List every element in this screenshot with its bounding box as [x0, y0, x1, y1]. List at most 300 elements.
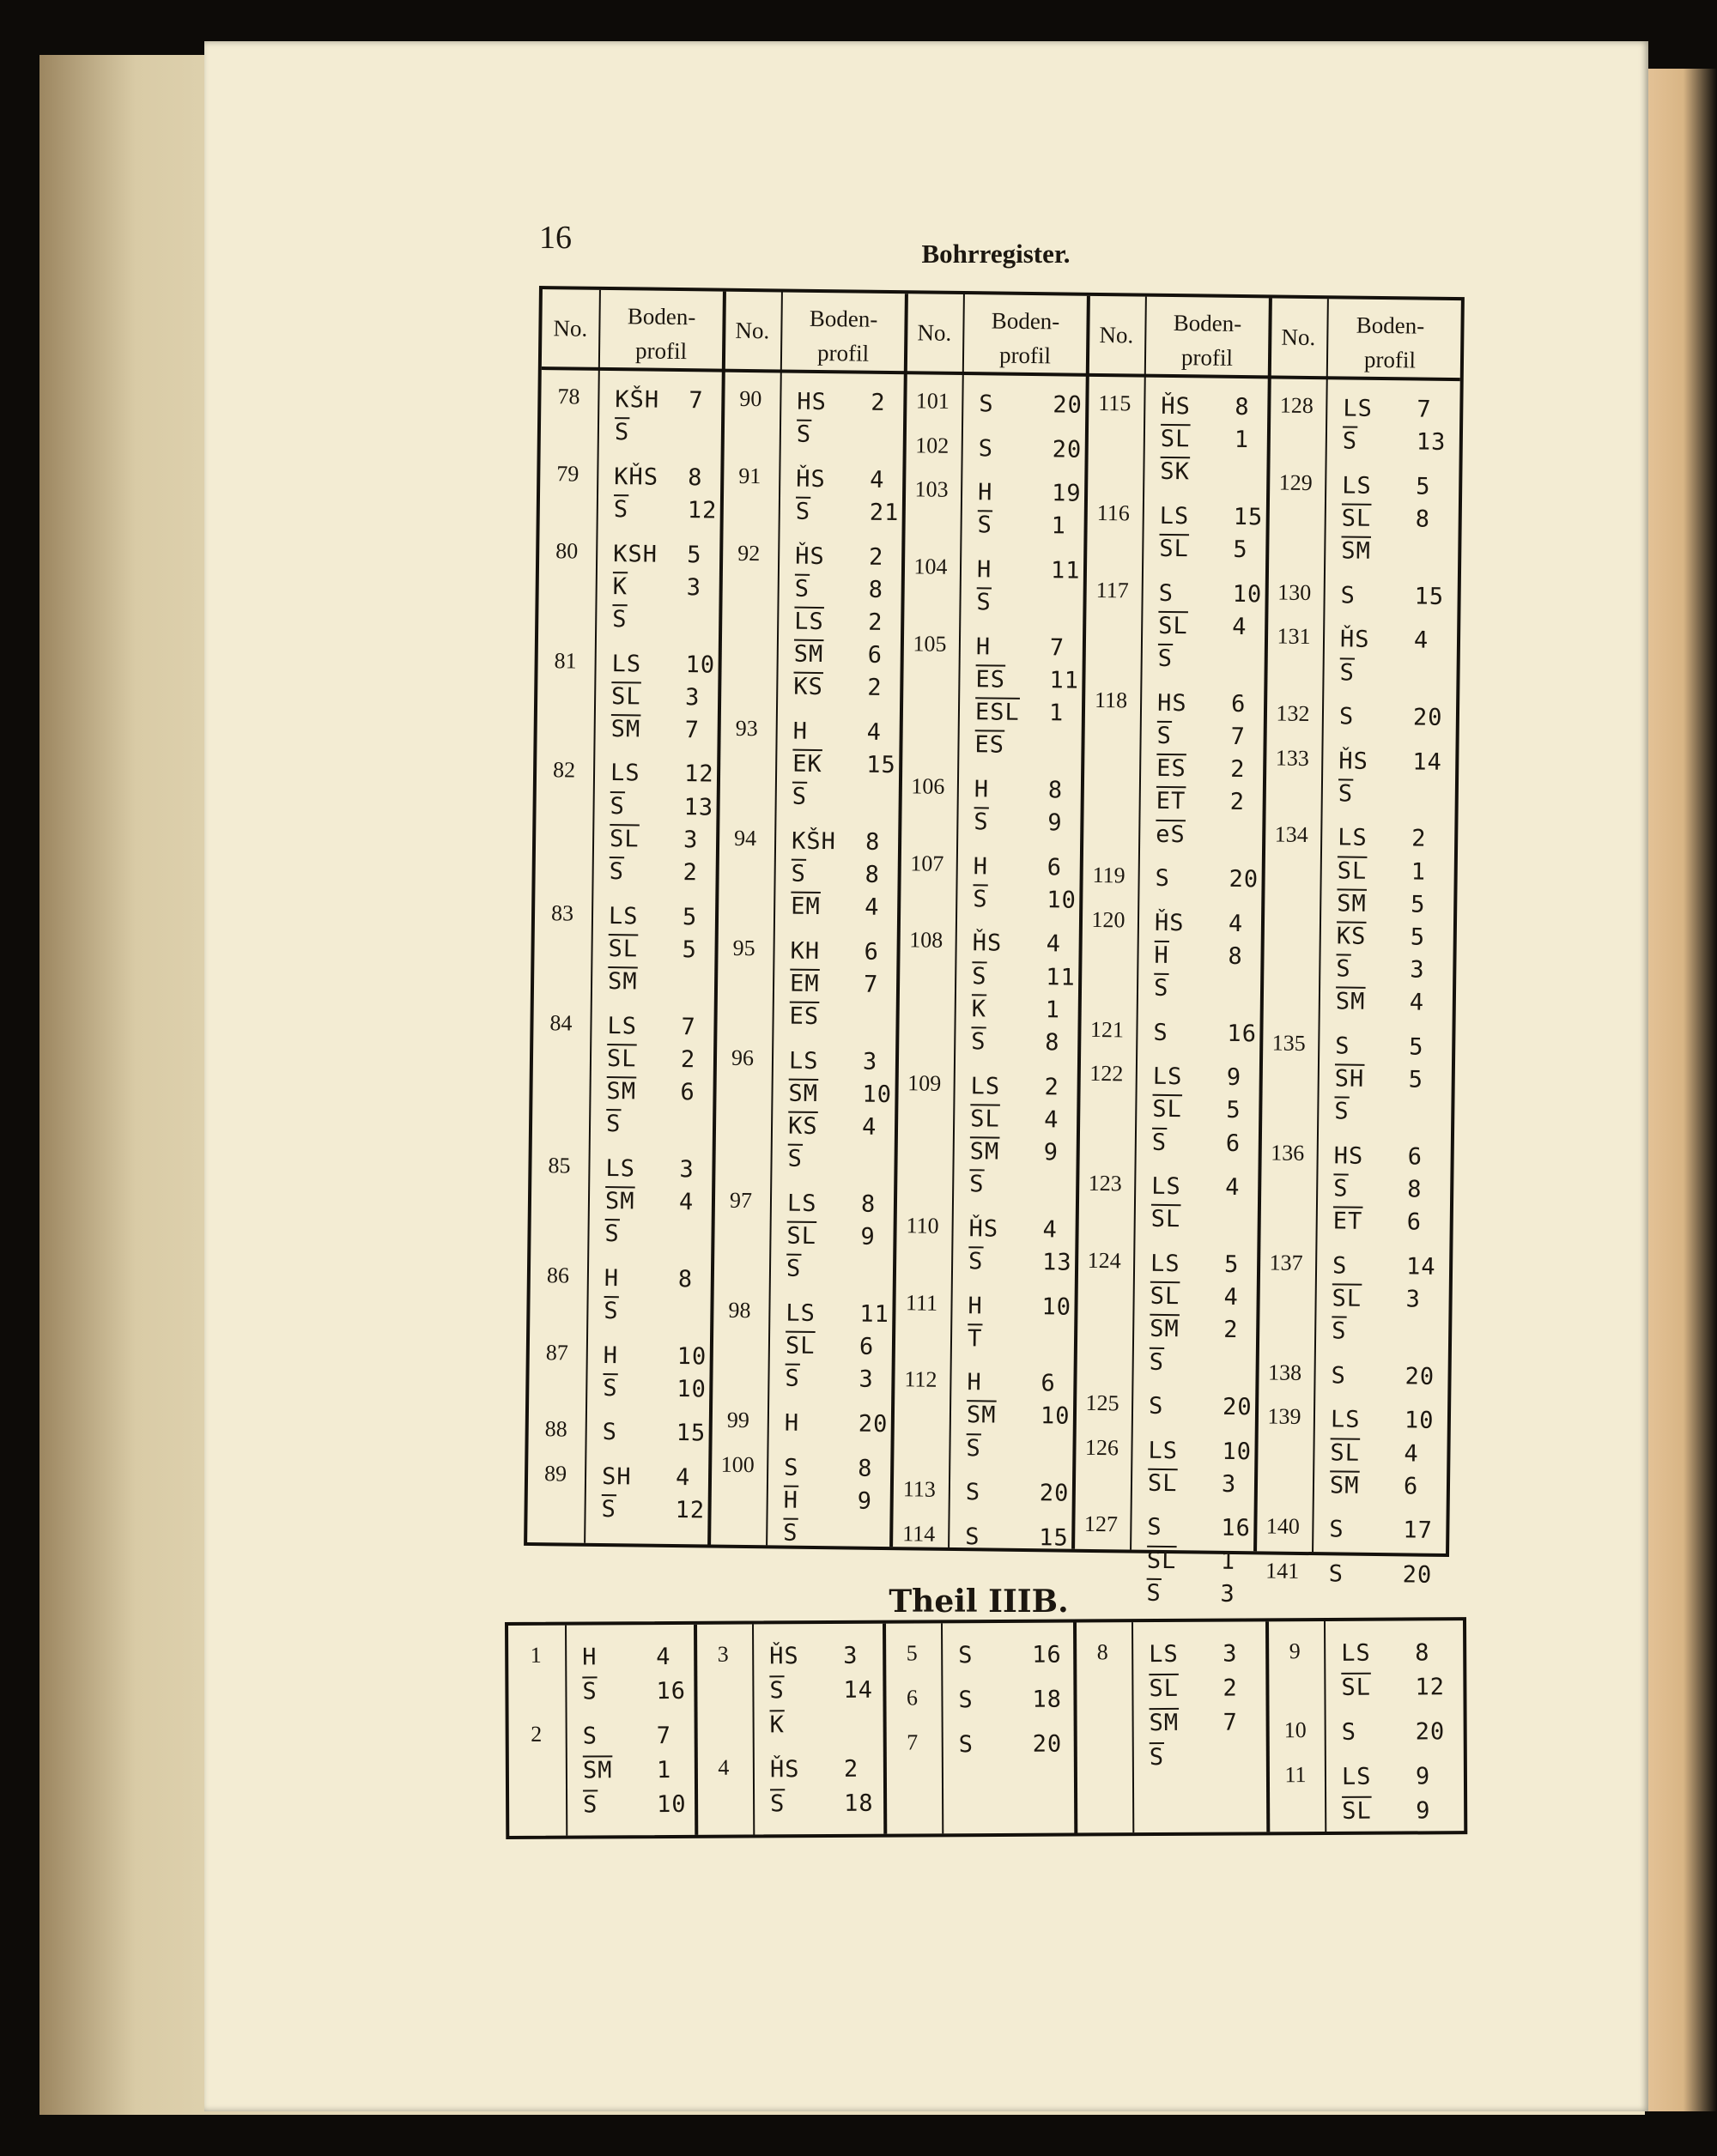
layer-depth: 11 — [1050, 557, 1081, 584]
soil-code: H — [784, 1409, 800, 1437]
bore-number: 110 — [906, 1213, 939, 1238]
layer-depth: 8 — [1235, 393, 1250, 421]
soil-code: $\overline{SL}$ — [1152, 1096, 1183, 1123]
soil-code: LS — [1148, 1437, 1179, 1464]
bore-number: 115 — [1098, 390, 1132, 416]
layer-depth: 9 — [857, 1487, 873, 1515]
soil-code: $\overline{EK}$ — [792, 750, 822, 778]
layer-depth: 13 — [683, 793, 714, 821]
soil-code: S — [1158, 579, 1174, 607]
soil-layer — [1330, 1717, 1459, 1752]
layer-depth: 12 — [675, 1497, 706, 1524]
layer-depth: 10 — [1222, 1438, 1253, 1465]
layer-depth: 1 — [1051, 512, 1067, 540]
soil-layer — [775, 1144, 904, 1180]
soil-layer — [966, 433, 1095, 469]
header-no: No. — [553, 315, 588, 342]
soil-layer — [784, 496, 913, 532]
layer-depth: 5 — [1223, 1251, 1240, 1278]
layer-depth: 6 — [680, 1079, 695, 1106]
soil-layer — [1142, 940, 1271, 976]
layer-depth: 10 — [676, 1342, 707, 1370]
soil-layer — [570, 1642, 699, 1677]
soil-code: $\overline{SL}$ — [608, 935, 639, 963]
bore-number: 101 — [915, 388, 950, 414]
soil-layer — [1139, 1172, 1268, 1208]
soil-layer — [1135, 1545, 1264, 1581]
bore-number: 82 — [552, 757, 576, 784]
soil-layer — [1140, 1127, 1269, 1163]
soil-layer — [1144, 721, 1273, 757]
soil-layer — [1323, 1063, 1452, 1099]
layer-depth — [1408, 1099, 1447, 1100]
header-profile: Boden- profil — [1173, 310, 1242, 371]
soil-code: $\overline{S}$ — [969, 1171, 985, 1198]
soil-code: $\overline{S}$ — [968, 1248, 984, 1275]
layer-depth: 10 — [1041, 1293, 1072, 1321]
soil-layer — [785, 387, 913, 423]
soil-layer — [1323, 1031, 1452, 1067]
soil-layer — [1138, 1249, 1267, 1285]
soil-layer — [1137, 1347, 1265, 1383]
soil-layer — [1143, 907, 1271, 943]
soil-layer — [954, 1433, 1083, 1469]
layer-depth: 15 — [676, 1420, 707, 1447]
part-title: Theil IIIB. — [889, 1584, 1069, 1620]
layer-depth: 9 — [1226, 1064, 1242, 1092]
soil-layer — [757, 1675, 886, 1711]
column-group — [695, 1624, 885, 1835]
soil-layer — [1320, 1251, 1449, 1287]
soil-code: $\overline{SL}$ — [1337, 857, 1368, 885]
soil-code: $\overline{SL}$ — [1342, 1797, 1372, 1825]
soil-code: LS — [1159, 502, 1190, 530]
layer-depth: 9 — [860, 1223, 876, 1251]
soil-code: S — [958, 1642, 974, 1669]
column-rule — [941, 1623, 943, 1833]
soil-code: S — [1341, 1718, 1357, 1746]
soil-layer — [1138, 1741, 1266, 1777]
soil-layer — [603, 417, 731, 453]
soil-code: $\overline{SL}$ — [1330, 1439, 1361, 1467]
soil-code: S — [1155, 864, 1171, 893]
soil-code: HS — [1156, 689, 1187, 717]
soil-layer — [776, 1111, 905, 1148]
soil-layer — [593, 1154, 722, 1190]
soil-code: LS — [1152, 1063, 1183, 1091]
layer-depth: 8 — [1047, 777, 1064, 804]
soil-code: H — [976, 556, 992, 584]
layer-depth: 4 — [1046, 930, 1062, 958]
soil-code: LS — [605, 1154, 636, 1183]
layer-depth: 14 — [1405, 1253, 1436, 1281]
bore-number: 116 — [1096, 500, 1131, 526]
soil-layer — [1328, 580, 1457, 616]
soil-layer — [592, 1263, 721, 1299]
layer-depth: 5 — [682, 903, 698, 930]
soil-layer — [962, 851, 1090, 887]
header-no: No. — [917, 319, 952, 346]
layer-depth: 2 — [868, 609, 883, 636]
soil-layer — [1148, 501, 1277, 537]
soil-code: $\overline{SM}$ — [1337, 890, 1367, 918]
bore-number: 131 — [1277, 623, 1311, 650]
layer-depth: 7 — [684, 717, 701, 744]
soil-layer — [960, 961, 1089, 997]
soil-code: LS — [1151, 1172, 1181, 1201]
soil-layer — [1331, 393, 1459, 429]
soil-code: $\overline{ES}$ — [974, 731, 1005, 759]
soil-code: H — [604, 1264, 620, 1292]
bore-number: 132 — [1276, 700, 1310, 727]
soil-layer — [962, 807, 1090, 843]
soil-code: $\overline{SL}$ — [606, 1045, 637, 1073]
soil-code: $\overline{SL}$ — [1149, 1675, 1180, 1703]
bore-number: 100 — [720, 1451, 755, 1477]
layer-depth: 1 — [656, 1756, 672, 1784]
soil-code: $\overline{S}$ — [787, 1146, 804, 1173]
bore-number: 140 — [1265, 1513, 1301, 1540]
soil-code: $\overline{SM}$ — [966, 1402, 997, 1430]
header-profile: Boden- profil — [809, 305, 878, 366]
layer-depth: 8 — [1228, 942, 1243, 970]
soil-layer — [956, 1246, 1085, 1282]
bore-number: 9 — [1289, 1638, 1301, 1664]
soil-layer — [1330, 1796, 1459, 1831]
soil-layer — [781, 672, 910, 708]
soil-layer — [1141, 1062, 1270, 1098]
soil-layer — [779, 859, 907, 895]
soil-layer — [1329, 503, 1458, 539]
soil-code: $\overline{S}$ — [1331, 1317, 1347, 1345]
bore-number: 138 — [1267, 1360, 1302, 1385]
part-iiib-table — [505, 1617, 1467, 1839]
soil-code: LS — [786, 1190, 817, 1218]
bore-number: 127 — [1083, 1511, 1119, 1537]
soil-layer — [592, 1296, 720, 1332]
soil-layer — [595, 1010, 724, 1046]
bore-number: 10 — [1283, 1717, 1307, 1743]
soil-code: $\overline{ET}$ — [1156, 788, 1186, 815]
soil-code: S — [978, 434, 994, 463]
bore-number: 88 — [544, 1416, 567, 1442]
running-head: Bohrregister. — [921, 239, 1071, 269]
soil-code: H — [974, 776, 990, 803]
soil-layer — [1136, 1435, 1265, 1471]
layer-depth: 3 — [1410, 956, 1425, 984]
soil-code: $\overline{S}$ — [796, 421, 812, 449]
soil-code: S — [1331, 1362, 1347, 1390]
bore-number: 102 — [915, 432, 950, 458]
soil-code: $\overline{S}$ — [614, 419, 630, 446]
column-group — [527, 289, 725, 1544]
soil-layer — [1329, 1672, 1458, 1707]
soil-layer — [571, 1755, 700, 1790]
soil-code: $\overline{S}$ — [972, 962, 987, 990]
soil-layer — [1316, 1559, 1445, 1595]
bore-number: 141 — [1265, 1558, 1300, 1584]
soil-layer — [947, 1729, 1076, 1765]
bore-number: 104 — [913, 554, 948, 579]
bore-number: 79 — [556, 461, 579, 487]
soil-code: $\overline{SM}$ — [604, 1188, 635, 1215]
column-group — [1073, 296, 1271, 1608]
soil-code: S — [965, 1479, 981, 1506]
bore-number: 84 — [549, 1009, 573, 1036]
soil-layer — [963, 697, 1092, 733]
soil-layer — [1144, 819, 1272, 855]
soil-layer — [1144, 786, 1272, 822]
soil-code: $\overline{ES}$ — [975, 666, 1006, 693]
soil-layer — [571, 1721, 700, 1756]
soil-code: $\overline{S}$ — [786, 1255, 802, 1283]
soil-layer — [599, 648, 728, 684]
layer-depth: 4 — [866, 718, 883, 746]
soil-code: S — [958, 1731, 974, 1759]
soil-code: $\overline{S}$ — [610, 792, 626, 820]
soil-layer — [600, 604, 729, 640]
soil-code: LS — [610, 760, 640, 787]
column-group — [1075, 1621, 1268, 1832]
bore-number: 80 — [555, 537, 579, 564]
soil-code: $\overline{SM}$ — [969, 1138, 1000, 1166]
layer-depth: 10 — [1047, 887, 1077, 914]
soil-layer — [954, 1477, 1083, 1513]
soil-layer — [594, 1109, 723, 1145]
layer-depth: 20 — [1039, 1480, 1070, 1507]
soil-code: $\overline{EM}$ — [789, 970, 820, 998]
soil-code: KSH — [613, 540, 658, 568]
layer-depth: 10 — [1040, 1402, 1071, 1431]
soil-layer — [602, 494, 731, 530]
layer-depth: 2 — [1223, 1317, 1239, 1344]
layer-depth: 5 — [682, 936, 698, 964]
bore-number: 91 — [738, 463, 761, 488]
soil-layer — [589, 1494, 718, 1530]
soil-layer — [957, 1136, 1086, 1172]
layer-depth: 6 — [1047, 853, 1063, 881]
soil-layer — [777, 1002, 906, 1038]
soil-code: $\overline{S}$ — [1149, 1743, 1165, 1771]
soil-code: ȞS — [1338, 748, 1369, 775]
column-rule — [752, 1624, 755, 1834]
bore-number: 78 — [557, 384, 580, 409]
bore-number: 5 — [906, 1640, 918, 1666]
layer-depth: 12 — [687, 497, 718, 524]
soil-code: $\overline{S}$ — [1342, 427, 1358, 455]
layer-depth: 17 — [1403, 1517, 1434, 1545]
bore-number: 136 — [1271, 1140, 1305, 1166]
bore-number: 118 — [1094, 687, 1128, 713]
soil-layer — [592, 1340, 720, 1376]
soil-layer — [956, 1291, 1084, 1327]
soil-code: $\overline{S}$ — [1151, 1129, 1168, 1156]
layer-depth — [1415, 539, 1454, 540]
soil-code: $\overline{S}$ — [1339, 658, 1356, 687]
soil-layer — [782, 639, 911, 675]
soil-code: $\overline{S}$ — [1149, 1348, 1165, 1376]
layer-depth: 4 — [1413, 627, 1429, 654]
layer-depth: 9 — [1043, 1139, 1059, 1166]
layer-depth: 2 — [843, 1755, 859, 1783]
soil-code: LS — [1330, 1406, 1361, 1434]
soil-layer — [966, 477, 1095, 513]
column-group — [891, 294, 1089, 1552]
soil-code: $\overline{S}$ — [601, 1496, 617, 1523]
soil-layer — [758, 1789, 887, 1824]
header-no: No. — [735, 317, 770, 344]
soil-layer — [596, 934, 725, 970]
soil-layer — [1138, 1281, 1266, 1317]
column-group — [508, 1625, 696, 1836]
soil-layer — [955, 1367, 1083, 1403]
soil-code: $\overline{SL}$ — [786, 1222, 817, 1251]
soil-layer — [1319, 1405, 1447, 1441]
soil-code: $\overline{SM}$ — [1150, 1316, 1180, 1343]
soil-layer — [1325, 888, 1453, 924]
layer-depth: 12 — [683, 760, 714, 788]
soil-code: LS — [1341, 1763, 1372, 1790]
layer-depth: 4 — [1223, 1283, 1240, 1311]
layer-depth: 2 — [871, 389, 886, 416]
soil-layer — [1324, 987, 1453, 1023]
bore-number: 112 — [904, 1366, 937, 1393]
layer-depth: 4 — [1409, 989, 1425, 1017]
layer-depth: 2 — [683, 859, 699, 887]
soil-code: $\overline{ESL}$ — [974, 699, 1020, 726]
soil-code: $\overline{S}$ — [1334, 1098, 1350, 1125]
soil-layer — [1327, 657, 1456, 693]
soil-code: S — [1329, 1516, 1344, 1543]
soil-code: $\overline{SM}$ — [606, 1078, 637, 1105]
soil-code: $\overline{SL}$ — [1147, 1469, 1178, 1498]
layer-depth: 1 — [1045, 996, 1061, 1024]
soil-code: S — [979, 391, 994, 418]
soil-layer — [597, 901, 725, 937]
layer-depth: 10 — [1404, 1407, 1435, 1435]
soil-code: LS — [786, 1299, 816, 1327]
layer-depth: 6 — [858, 1333, 875, 1361]
soil-layer — [963, 664, 1092, 700]
bore-number: 89 — [543, 1461, 567, 1487]
layer-depth: 5 — [1409, 1033, 1424, 1061]
layer-depth: 15 — [1039, 1524, 1069, 1552]
soil-layer — [1318, 1438, 1447, 1474]
soil-layer — [771, 1485, 900, 1521]
layer-depth: 1 — [1234, 427, 1250, 454]
layer-depth: 5 — [686, 541, 702, 568]
soil-code: $\overline{S}$ — [795, 498, 811, 525]
soil-code: $\overline{S}$ — [1156, 722, 1173, 749]
bore-number: 90 — [739, 385, 762, 412]
layer-depth: 15 — [1414, 583, 1445, 610]
layer-depth: 9 — [1047, 809, 1063, 837]
column-rule — [565, 1626, 567, 1836]
layer-depth: 6 — [1230, 690, 1247, 718]
soil-code: S — [1147, 1514, 1162, 1541]
soil-layer — [1321, 1173, 1450, 1209]
layer-depth: 8 — [868, 576, 884, 603]
layer-depth: 5 — [1408, 1066, 1424, 1093]
soil-layer — [1331, 426, 1459, 462]
bore-number: 83 — [550, 899, 574, 926]
soil-layer — [953, 1522, 1082, 1558]
soil-code: $\overline{S}$ — [1146, 1579, 1162, 1607]
layer-depth: 5 — [1411, 891, 1426, 918]
layer-depth: 3 — [862, 1048, 878, 1075]
soil-code: LS — [608, 902, 639, 930]
soil-code: KŠH — [615, 386, 660, 414]
layer-depth: 5 — [1410, 924, 1426, 951]
layer-depth: 20 — [1053, 391, 1083, 419]
soil-layer — [592, 1219, 721, 1255]
soil-layer — [1144, 754, 1273, 790]
soil-layer — [771, 1517, 900, 1553]
soil-layer — [774, 1254, 903, 1290]
soil-layer — [784, 463, 913, 500]
soil-layer — [1325, 921, 1453, 957]
soil-code: $\overline{SL}$ — [1146, 1547, 1177, 1574]
layer-depth: 8 — [1415, 506, 1431, 533]
bore-number: 124 — [1087, 1247, 1121, 1274]
layer-depth: 10 — [676, 1375, 707, 1403]
layer-depth: 10 — [862, 1081, 893, 1109]
layer-depth: 4 — [1232, 613, 1247, 641]
layer-depth: 8 — [677, 1265, 694, 1293]
layer-depth: 20 — [858, 1410, 889, 1438]
soil-code: $\overline{S}$ — [974, 808, 989, 836]
bore-number: 98 — [728, 1297, 751, 1323]
soil-layer — [602, 462, 731, 498]
soil-code: S — [1340, 582, 1356, 609]
layer-depth: 4 — [656, 1643, 671, 1671]
layer-depth: 8 — [865, 861, 881, 888]
soil-code: H — [603, 1341, 619, 1369]
column-group — [1267, 1620, 1457, 1832]
layer-depth: 6 — [1403, 1473, 1419, 1500]
soil-layer — [779, 892, 907, 928]
soil-code: $\overline{SM}$ — [1341, 537, 1371, 566]
soil-code: $\overline{H}$ — [783, 1487, 799, 1514]
soil-layer — [1145, 644, 1274, 680]
soil-code: $\overline{SK}$ — [1160, 458, 1191, 486]
layer-depth — [1405, 1319, 1445, 1320]
layer-depth: 1 — [1220, 1547, 1236, 1575]
soil-layer — [774, 1298, 902, 1334]
layer-depth: 8 — [1415, 1639, 1430, 1667]
soil-layer — [1149, 424, 1277, 460]
layer-depth: 15 — [866, 751, 896, 779]
layer-depth: 13 — [1416, 428, 1447, 457]
soil-layer — [1138, 1204, 1267, 1240]
layer-depth: 3 — [1223, 1640, 1238, 1668]
bore-number: 103 — [914, 476, 949, 502]
soil-code: $\overline{S}$ — [1338, 780, 1354, 808]
soil-code: $\overline{SM}$ — [1149, 1709, 1180, 1737]
soil-layer — [780, 782, 908, 818]
soil-layer — [1321, 1141, 1450, 1177]
bore-number: 93 — [735, 715, 758, 742]
soil-layer — [965, 510, 1094, 546]
soil-layer — [600, 572, 729, 608]
layer-depth: 8 — [865, 828, 881, 856]
bore-number: 94 — [733, 825, 757, 851]
soil-layer — [1317, 1515, 1446, 1551]
bore-number: 105 — [913, 631, 947, 657]
bore-number: 125 — [1085, 1390, 1119, 1416]
layer-depth: 8 — [858, 1455, 873, 1482]
soil-layer — [959, 994, 1088, 1030]
